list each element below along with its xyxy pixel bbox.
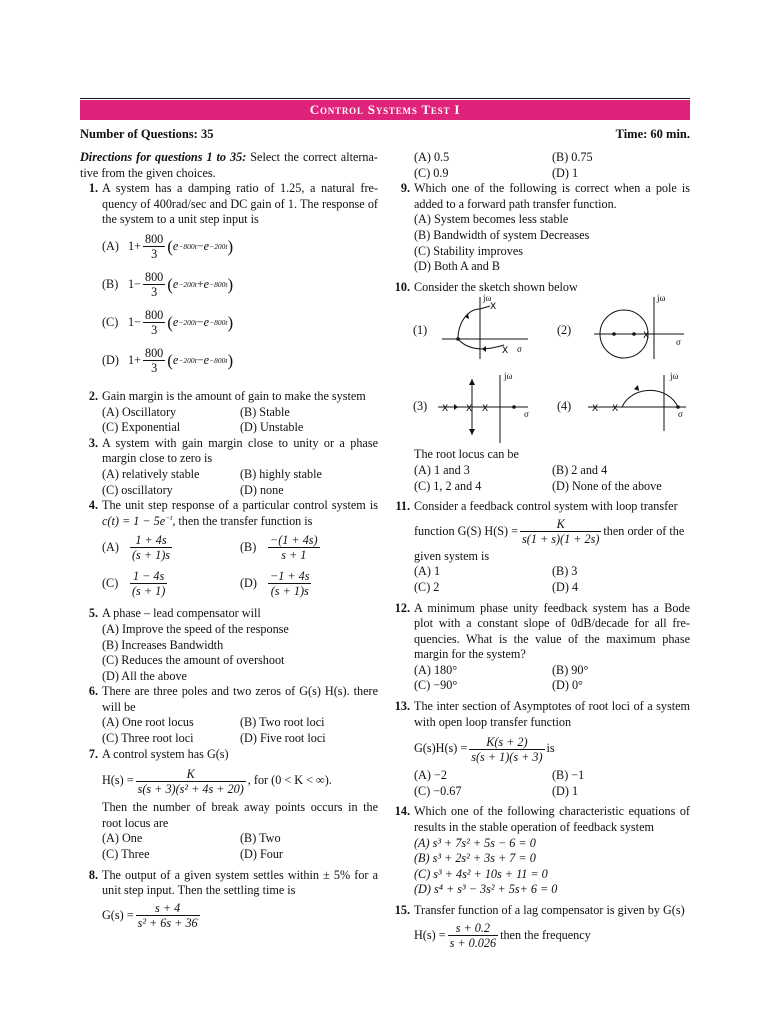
numerator: −1 + 4s xyxy=(270,568,310,583)
question-number: 2. xyxy=(88,388,98,403)
option-list xyxy=(102,228,378,380)
question-9 xyxy=(392,181,690,275)
option-d[interactable]: (D) s⁴ + s³ − 3s² + 5s+ 6 = 0 xyxy=(414,882,558,897)
denominator: s + 0.026 xyxy=(449,936,497,951)
option-b[interactable]: (B) −1 xyxy=(552,768,585,783)
fraction xyxy=(469,735,544,764)
numerator: 800 xyxy=(144,346,164,361)
option-b[interactable]: (B) 0.75 xyxy=(552,150,593,164)
option-b[interactable]: (B) Two xyxy=(240,831,281,846)
fraction xyxy=(130,533,172,562)
option-c[interactable]: (C) Three root loci xyxy=(102,731,194,746)
option-a[interactable]: (A) Oscillatory xyxy=(102,404,177,419)
question-14 xyxy=(392,804,690,898)
directions xyxy=(80,150,378,181)
time-limit: Time: 60 min. xyxy=(615,127,690,141)
function-label: H(s) = xyxy=(102,773,134,788)
sketch-2-jw-label: jω xyxy=(657,293,666,304)
numerator: K xyxy=(520,517,601,532)
question-7 xyxy=(80,747,378,863)
denominator: (s + 1) xyxy=(132,583,166,598)
sketch-1-jw-label: jω xyxy=(483,293,492,304)
svg-text:X: X xyxy=(643,331,650,342)
exp-base: e xyxy=(172,239,179,254)
question-text: The unit step response of a particular control system is xyxy=(102,498,378,513)
question-number: 8. xyxy=(88,867,98,882)
option-d[interactable]: (D) 4 xyxy=(552,579,579,594)
question-text: There are three poles and two zeros of G(s) H(s). there will be xyxy=(102,684,378,714)
denominator: (s + 1)s xyxy=(270,583,309,598)
question-text: A system has a damping ratio of 1.25, a natural fre-quency of 400rad/sec and DC gain of 1. The response of the system to a unit step input is xyxy=(102,181,378,227)
question-number: 13. xyxy=(394,699,410,714)
option-a[interactable]: (A) 1+ $\frac{800}{3}$ ( e −800t − e −200t ) xyxy=(102,232,234,262)
svg-text:X: X xyxy=(482,404,489,415)
root-locus-sketch-3 xyxy=(432,373,532,445)
option-d[interactable]: (D) Both A and B xyxy=(414,259,500,274)
question-number: 5. xyxy=(88,606,98,621)
question-number: 6. xyxy=(88,684,98,699)
option-c[interactable]: (C) Reduces the amount of overshoot xyxy=(102,653,285,668)
transfer-function xyxy=(102,899,378,933)
option-c[interactable]: (C) Stability improves xyxy=(414,243,524,258)
question-number: 3. xyxy=(88,435,98,450)
test-title: Control Systems Test I xyxy=(80,100,690,120)
question-text: Gain margin is the amount of gain to make the system xyxy=(102,388,366,403)
fraction xyxy=(143,308,165,337)
denominator: 3 xyxy=(151,247,158,262)
question-11 xyxy=(392,499,690,595)
option-label: (C) xyxy=(102,315,119,330)
close-paren: ) xyxy=(227,351,234,371)
right-column xyxy=(392,150,690,953)
option-b[interactable]: (B) 3 xyxy=(552,564,578,579)
option-b[interactable]: (B) highly stable xyxy=(240,466,322,481)
constant-term: 1− xyxy=(128,315,141,330)
denominator: s(1 + s)(1 + 2s) xyxy=(522,532,600,547)
function-label: G(s) = xyxy=(102,908,134,923)
option-d[interactable]: (D) 1 xyxy=(552,165,579,180)
question-text: Which one of the following characteristic equations of results in the stable operation of feedback system xyxy=(414,804,690,835)
option-a[interactable]: (A) 1 xyxy=(414,564,441,579)
fraction xyxy=(448,921,498,950)
fraction xyxy=(136,767,246,796)
operator: + xyxy=(196,277,204,292)
sketch-label-1: (1) xyxy=(413,323,428,338)
question-number: 7. xyxy=(88,746,98,761)
numerator: s + 0.2 xyxy=(448,921,498,936)
function-label: H(s) = xyxy=(414,927,446,942)
question-number: 15. xyxy=(394,903,410,917)
question-10 xyxy=(392,280,690,494)
svg-text:X: X xyxy=(502,346,509,357)
sketch-1-sigma-label: σ xyxy=(517,344,522,355)
option-d[interactable]: (D) Four xyxy=(240,847,283,862)
question-8 xyxy=(80,868,378,933)
transfer-function xyxy=(414,919,690,953)
question-6 xyxy=(80,684,378,746)
question-text: Consider the sketch shown below xyxy=(414,279,578,294)
option-list xyxy=(102,529,378,601)
top-rule xyxy=(80,98,690,99)
denominator: s(s + 3)(s² + 4s + 20) xyxy=(137,781,244,796)
denominator: s + 1 xyxy=(281,547,307,562)
svg-text:X: X xyxy=(442,404,449,415)
option-label: (B) xyxy=(240,539,257,554)
close-paren: ) xyxy=(227,237,234,257)
gain-range: , for (0 < K < ∞). xyxy=(247,773,332,788)
question-12 xyxy=(392,601,690,695)
function-suffix: is xyxy=(546,741,555,756)
exp-base: e xyxy=(203,239,210,254)
constant-term: 1+ xyxy=(128,239,141,254)
question-text: The inter section of Asymptotes of root loci of a system with open loop transfer function xyxy=(414,699,690,729)
option-c[interactable]: (C) s³ + 4s² + 10s + 11 = 0 xyxy=(414,866,548,881)
sketch-label-3: (3) xyxy=(413,399,428,414)
option-a[interactable]: (A) Improve the speed of the response xyxy=(102,621,289,636)
option-a[interactable]: (A) relatively stable xyxy=(102,466,200,481)
question-text: The output of a given system settles within ± 5% for a unit step input. Then the settling time is xyxy=(102,867,378,898)
svg-text:X: X xyxy=(466,404,473,415)
sketch-2-sigma-label: σ xyxy=(676,337,681,348)
option-c[interactable] xyxy=(102,569,240,598)
option-label: (D) xyxy=(102,353,119,368)
option-c[interactable]: (C) oscillatory xyxy=(102,482,173,497)
close-paren: ) xyxy=(227,313,234,333)
option-b[interactable]: (B) 2 and 4 xyxy=(552,462,608,477)
sketch-3-jw-label: jω xyxy=(504,371,513,382)
option-c[interactable]: (C) −0.67 xyxy=(414,783,462,798)
option-d[interactable]: (D) All the above xyxy=(102,668,187,683)
function-label: function G(S) H(S) = xyxy=(414,523,519,538)
option-d[interactable]: (D) None of the above xyxy=(552,478,662,493)
svg-text:X: X xyxy=(490,302,497,313)
fraction xyxy=(136,901,200,930)
question-15 xyxy=(392,903,690,953)
sketch-4-jw-label: jω xyxy=(670,371,679,382)
question-number: 1. xyxy=(88,181,98,196)
option-b[interactable]: (B) Stable xyxy=(240,404,290,419)
question-3 xyxy=(80,436,378,498)
fraction xyxy=(130,569,167,598)
option-d[interactable]: (D) Unstable xyxy=(240,420,304,435)
option-c[interactable]: (C) Exponential xyxy=(102,420,181,435)
numerator: K xyxy=(136,767,246,782)
option-a[interactable]: (A) s³ + 7s² + 5s − 6 = 0 xyxy=(414,835,536,850)
transfer-function xyxy=(414,730,690,768)
question-text-cont: given system is xyxy=(414,548,490,563)
denominator: 3 xyxy=(151,323,158,338)
question-1 xyxy=(80,181,378,380)
numerator: −(1 + 4s) xyxy=(270,532,318,547)
numerator: 1 + 4s xyxy=(130,533,172,548)
option-b[interactable] xyxy=(240,533,378,562)
numerator: 800 xyxy=(144,270,164,285)
option-a[interactable]: (A) One xyxy=(102,831,143,846)
option-c[interactable]: (C) Three xyxy=(102,847,150,862)
option-b[interactable]: (B) Increases Bandwidth xyxy=(102,637,224,652)
option-label: (C) xyxy=(102,575,119,590)
root-locus-sketch-2 xyxy=(584,295,688,361)
function-suffix: then the frequency xyxy=(500,927,591,942)
option-label: (A) xyxy=(102,539,119,554)
question-text: A minimum phase unity feedback system has a Bode plot with a constant slope of 0dB/decade for all fre-quencies. What is the value of the maximum phase margin for the system? xyxy=(414,600,690,662)
directions-text: Select the correct alterna-tive from the given choices. xyxy=(80,150,378,180)
question-number: 4. xyxy=(88,498,98,513)
option-a[interactable]: (A) System becomes less stable xyxy=(414,212,569,227)
option-b[interactable]: (B) 1− $\frac{800}{3}$ ( e −200t + e −800t ) xyxy=(102,270,234,300)
question-2 xyxy=(80,389,378,436)
denominator: s(s + 1)(s + 3) xyxy=(471,749,543,764)
option-d[interactable] xyxy=(240,569,378,598)
option-b[interactable]: (B) Two root loci xyxy=(240,715,325,730)
option-label: (A) xyxy=(102,239,119,254)
question-number: 9. xyxy=(400,181,410,196)
exp-base: e xyxy=(172,353,179,368)
exp-base: e xyxy=(203,353,210,368)
fraction xyxy=(520,517,601,546)
directions-lead: Directions for questions 1 to 35: xyxy=(80,150,247,164)
step-response-expr: c(t) = 1 − 5e xyxy=(102,513,166,528)
open-paren: ( xyxy=(167,351,173,371)
transfer-function xyxy=(102,762,378,800)
option-a[interactable] xyxy=(102,533,240,562)
option-a[interactable]: (A) −2 xyxy=(414,768,447,783)
transfer-function xyxy=(414,515,690,549)
option-a[interactable]: (A) 0.5 xyxy=(414,150,450,164)
exp-base: e xyxy=(172,277,179,292)
option-c[interactable]: (C) 1, 2 and 4 xyxy=(414,478,482,493)
constant-term: 1+ xyxy=(128,353,141,368)
fraction xyxy=(143,232,165,261)
question-text: A phase – lead compensator will xyxy=(102,606,261,621)
question-text-cont: , then the transfer function is xyxy=(172,513,313,528)
constant-term: 1− xyxy=(128,277,141,292)
option-b[interactable]: (B) 90° xyxy=(552,662,589,677)
open-paren: ( xyxy=(167,313,173,333)
fraction xyxy=(268,533,320,562)
denominator: s² + 6s + 36 xyxy=(137,916,198,931)
option-d[interactable]: (D) 1+ $\frac{800}{3}$ ( e −200t − e −800t ) xyxy=(102,346,234,376)
question-13 xyxy=(392,699,690,799)
operator: − xyxy=(196,239,204,254)
sketch-4-sigma-label: σ xyxy=(678,409,683,420)
exp-base: e xyxy=(203,277,210,292)
root-locus-sketches xyxy=(414,295,690,447)
option-a[interactable]: (A) One root locus xyxy=(102,715,194,730)
question-8-options xyxy=(392,150,690,181)
numerator: K(s + 2) xyxy=(469,735,544,750)
operator: − xyxy=(196,315,204,330)
question-number: 14. xyxy=(394,804,410,819)
question-number: 12. xyxy=(394,600,410,615)
option-c[interactable]: (C) 2 xyxy=(414,579,440,594)
option-b[interactable]: (B) s³ + 2s² + 3s + 7 = 0 xyxy=(414,851,536,866)
option-d[interactable]: (D) 0° xyxy=(552,678,583,693)
question-5 xyxy=(80,606,378,684)
exp-base: e xyxy=(172,315,179,330)
option-label: (D) xyxy=(240,575,257,590)
option-a[interactable]: (A) 1 and 3 xyxy=(414,462,470,477)
function-suffix: then order of the xyxy=(603,523,685,538)
exp-base: e xyxy=(203,315,210,330)
question-text: Which one of the following is correct when a pole is added to a forward path transfer function. xyxy=(414,181,690,211)
sketch-3-sigma-label: σ xyxy=(524,409,529,420)
question-text-cont: The root locus can be xyxy=(414,447,519,462)
option-c[interactable]: (C) 1− $\frac{800}{3}$ ( e −200t − e −800t ) xyxy=(102,308,234,338)
close-paren: ) xyxy=(227,275,234,295)
fraction xyxy=(143,346,165,375)
numerator: s + 4 xyxy=(136,901,200,916)
denominator: 3 xyxy=(151,361,158,376)
operator: − xyxy=(196,353,204,368)
option-b[interactable]: (B) Bandwidth of system Decreases xyxy=(414,227,590,242)
question-text: Transfer function of a lag compensator is given by G(s) xyxy=(414,903,685,917)
numerator: 800 xyxy=(144,308,164,323)
denominator: (s + 1)s xyxy=(132,547,171,562)
numerator: 800 xyxy=(144,232,164,247)
fraction xyxy=(143,270,165,299)
question-number: 10. xyxy=(394,279,410,294)
option-c[interactable]: (C) −90° xyxy=(414,678,458,693)
option-d[interactable]: (D) none xyxy=(240,482,284,497)
open-paren: ( xyxy=(167,237,173,257)
question-number: 11. xyxy=(395,499,410,514)
step-response-exponent: −t xyxy=(165,512,173,522)
option-label: (B) xyxy=(102,277,119,292)
numerator: 1 − 4s xyxy=(130,569,167,584)
open-paren: ( xyxy=(167,275,173,295)
option-d[interactable]: (D) 1 xyxy=(552,783,579,798)
denominator: 3 xyxy=(151,285,158,300)
sketch-label-2: (2) xyxy=(557,323,572,338)
svg-text:X: X xyxy=(612,404,619,415)
sketch-label-4: (4) xyxy=(557,399,572,414)
question-count: Number of Questions: 35 xyxy=(80,127,214,141)
option-d[interactable]: (D) Five root loci xyxy=(240,731,326,746)
function-label: G(s)H(s) = xyxy=(414,741,468,756)
question-text: A control system has G(s) xyxy=(102,746,229,761)
question-text: A system with gain margin close to unity or a phase margin close to zero is xyxy=(102,435,378,466)
question-text-cont: Then the number of break away points occurs in the root locus are xyxy=(102,800,378,830)
option-a[interactable]: (A) 180° xyxy=(414,662,458,677)
left-column xyxy=(80,150,378,933)
svg-text:X: X xyxy=(592,404,599,415)
fraction xyxy=(268,569,311,598)
question-4 xyxy=(80,498,378,601)
option-c[interactable]: (C) 0.9 xyxy=(414,165,449,180)
question-text: Consider a feedback control system with loop transfer xyxy=(414,499,678,514)
